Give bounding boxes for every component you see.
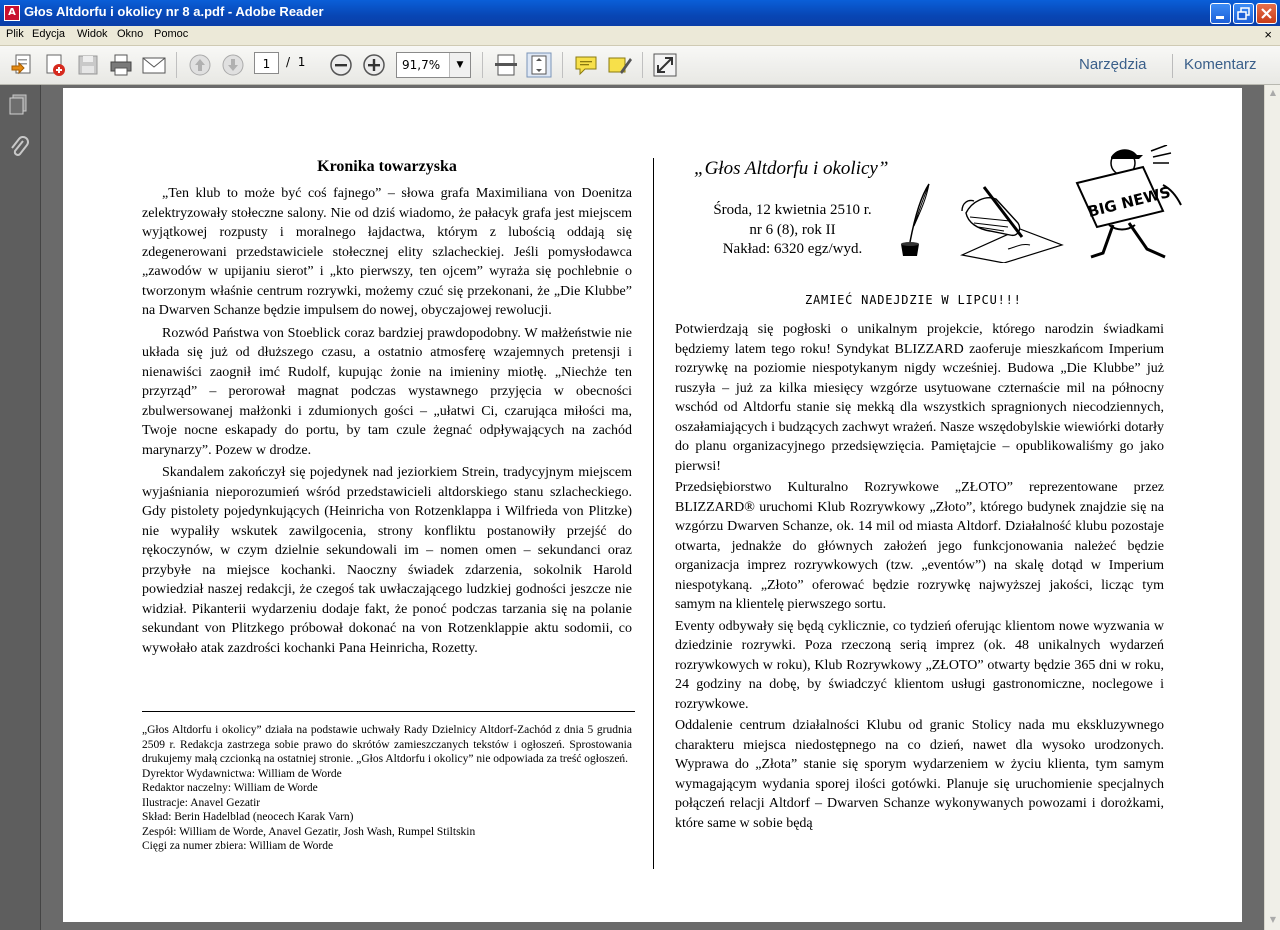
page-count-label xyxy=(286,55,305,69)
menu-window[interactable]: Okno xyxy=(117,28,144,40)
scroll-down-icon[interactable]: ▼ xyxy=(1269,915,1277,924)
article-announcement: ZAMIEĆ NADEJDZIE W LIPCU!!! xyxy=(805,293,1022,307)
credit-line: Skład: Berin Hadelblad (neocech Karak Varn) xyxy=(142,811,354,823)
news-column xyxy=(675,320,1164,835)
title-bar xyxy=(0,0,1280,26)
big-news-boy-illustration xyxy=(1073,145,1188,273)
toolbar-separator xyxy=(1172,54,1173,78)
email-icon[interactable] xyxy=(141,52,167,78)
save-icon[interactable] xyxy=(75,52,101,78)
close-icon xyxy=(1257,4,1276,23)
page-number-input[interactable]: 1 xyxy=(254,52,279,74)
editorial-footnote xyxy=(142,723,632,854)
credit-line: Dyrektor Wydawnictwa: William de Worde xyxy=(142,767,342,780)
zoom-out-icon[interactable] xyxy=(328,52,354,78)
newspaper-title: „Głos Altdorfu i okolicy” xyxy=(694,158,889,179)
scroll-up-icon[interactable]: ▲ xyxy=(1269,88,1277,97)
menu-view[interactable]: Widok xyxy=(77,28,108,40)
news-paragraph: Oddalenie centrum działalności Klubu od granic Stolicy nada mu ekskluzywnego charakteru miejsca niedostępnego na co dzień, nawet dla wysoko urodzonych. Wyprawa do „Złota” stanie się sporym wydarzeniem w życiu klienta, tym samym wymagającym wydania sporej ilości gotówki. Planuje się uruchomienie specjalnych połączeń relacji Altdorf – Dwarven Schanze wykonywanych powozami i dorożkami, które same w sobie będą xyxy=(675,718,1164,831)
issue-number: nr 6 (8), rok II xyxy=(749,221,836,238)
article-paragraph: Skandalem zakończył się pojedynek nad jeziorkiem Strein, tradycyjnym miejscem wyjaśniania nieporozumień wśród przedstawicieli altdorskiego stanu szlacheckiego. Gdy pistolety pojedynkujących (Heinricha von Rotzenklappa i Wilfrieda von Plitzke) nie wypaliły wskutek zawilgocenia, strony konfliktu postanowiły przejść do rękoczynów, w czym dzielnie sekundowali im – nomen omen – sekundanci oraz przybyłe na miejsce kochanki. Naoczny świadek zdarzenia, sokolnik Harold powiedział naszej redakcji, że czegoś tak uwłaczającego ludzkiej godności jeszcze nie widział. Pikanterii wydarzeniu dodaje fakt, że ponoć podczas tarzania się na polanie sekundant von Plitzkego próbował dokonać na von Rotzenklappie aktu sodomii, co wywołało atak zazdrości kochanki Pana Heinricha, Rozetty. xyxy=(142,465,632,656)
sticky-note-icon[interactable] xyxy=(573,52,599,78)
chevron-down-icon[interactable]: ▼ xyxy=(449,53,470,77)
print-icon[interactable] xyxy=(108,52,134,78)
tools-pane-button[interactable]: Narzędzia xyxy=(1079,56,1147,73)
page-thumbnails-icon[interactable] xyxy=(7,93,31,117)
issue-info xyxy=(700,201,885,260)
highlight-text-icon[interactable] xyxy=(606,52,632,78)
create-pdf-icon[interactable] xyxy=(42,52,68,78)
quill-inkwell-illustration xyxy=(895,182,935,258)
article-paragraph: „Ten klub to może być coś fajnego” – słowa grafa Maximiliana von Doenitza zelektryzowały stołeczne salony. Nie od dziś wiadomo, że pałacyk grafa jest miejscem wyjątkowej rozpusty i moralnego łajdactwa, którym z lubością oddają się zdegenerowani przedstawiciele stołecznej elity szlacheckiej. Jeśli pomysłodawca „zawodów w upijaniu sierot” i „kto pierwszy, ten ojcem” wyraża się pochlebnie o tworzonym właśnie centrum rozrywki, możemy czuć się przekonani, że „Die Klubbe” na Dwarven Schanze będzie impulsem do nowej, obyczajowej rewolucji. xyxy=(142,186,632,318)
page-separator: / xyxy=(286,55,291,69)
credit-line: Ilustracje: Anavel Gezatir xyxy=(142,796,261,809)
restore-icon xyxy=(1234,4,1253,23)
scroll-mode-icon[interactable] xyxy=(493,52,519,78)
open-icon[interactable] xyxy=(9,52,35,78)
minimize-icon xyxy=(1211,4,1230,23)
adobe-reader-icon: A xyxy=(4,5,20,21)
issue-date: Środa, 12 kwietnia 2510 r. xyxy=(713,202,872,218)
comment-pane-button[interactable]: Komentarz xyxy=(1184,56,1257,73)
close-button[interactable] xyxy=(1256,3,1277,24)
issue-circulation: Nakład: 6320 egz/wyd. xyxy=(722,241,863,257)
article-paragraph: Rozwód Państwa von Stoeblick coraz bardziej prawdopodobny. W małżeństwie nie układa się już od dłuższego czasu, a ostatnio atmosferę wzajemnych pretensji i nienawiści zaognił imć Rudolf, kupując żonie na imieniny miotłę. „Niechże ten przyrząd” – perorował magnat podczas wystawnego przyjęcia w obecności zbulwersowanej małżonki i zdumionych gości – „ułatwi Ci, czarująca miłości ma, Twoje nocne eskapady do portu, by tam czule żegnać odpływających na zachód marynarzy”. Pozew w drodze. xyxy=(142,325,632,458)
zoom-level-select[interactable] xyxy=(396,52,471,78)
credit-line: Cięgi za numer zbiera: William de Worde xyxy=(142,840,334,852)
zoom-value: 91,7% xyxy=(402,58,441,72)
column-divider xyxy=(653,158,654,869)
footnote-divider xyxy=(142,711,635,712)
maximize-button[interactable] xyxy=(1233,3,1254,24)
big-news-text: BIG NEWS xyxy=(1085,183,1173,221)
fit-page-icon[interactable] xyxy=(526,52,552,78)
menu-file[interactable]: Plik xyxy=(6,28,24,40)
window-title: Głos Altdorfu i okolicy nr 8 a.pdf - Adobe Reader xyxy=(24,4,324,19)
toolbar-separator xyxy=(642,52,643,78)
previous-page-icon[interactable] xyxy=(187,52,213,78)
attachments-icon[interactable] xyxy=(7,135,31,161)
toolbar-separator xyxy=(176,52,177,78)
menu-edit[interactable]: Edycja xyxy=(32,28,66,40)
toolbar-separator xyxy=(562,52,563,78)
next-page-icon[interactable] xyxy=(220,52,246,78)
navigation-pane xyxy=(0,85,41,930)
page-total: 1 xyxy=(297,55,306,69)
toolbar-separator xyxy=(482,52,483,78)
news-paragraph: Przedsiębiorstwo Kulturalno Rozrywkowe „ZŁOTO” reprezentowane przez BLIZZARD® uruchomi Klub Rozrywkowy „Złoto”, którego budynek znajdzie się na wzgórzu Dwarven Schanze, ok. 14 mil od miasta Altdorf. Działalność klubu pozostaje otwarta, jednakże do głównych założeń jego funkcjonowania należeć będzie organizacja imprez rozrywkowych (tzw. „eventów”) na skalę dotąd w Imperium niespotykaną. „Złoto” oferować będzie rozrywkę najwyższej jakości, licząc tym samym na klientelę pierwszego sortu. xyxy=(675,480,1164,612)
vertical-scrollbar[interactable] xyxy=(1264,85,1280,930)
writing-hand-illustration xyxy=(960,183,1065,263)
minimize-button[interactable] xyxy=(1210,3,1231,24)
society-chronicle-column xyxy=(142,158,632,661)
publication-notice: „Głos Altdorfu i okolicy” działa na podstawie uchwały Rady Dzielnicy Altdorf-Zachód z dnia 5 grudnia 2509 r. Redakcja zastrzega sobie prawo do skrótów zamieszczanych tekstów i ogłoszeń. Sprostowania drukujemy małą czcionką na ostatniej stronie. „Głos Altdorfu i okolicy” nie odpowiada za treść ogłoszeń. xyxy=(142,724,632,765)
credit-line: Zespół: William de Worde, Anavel Gezatir, Josh Wash, Rumpel Stiltskin xyxy=(142,825,476,838)
document-close-button[interactable]: × xyxy=(1264,27,1272,42)
full-screen-icon[interactable] xyxy=(652,52,678,78)
menu-bar xyxy=(0,26,1280,46)
zoom-in-icon[interactable] xyxy=(361,52,387,78)
credit-line: Redaktor naczelny: William de Worde xyxy=(142,782,318,794)
news-paragraph: Eventy odbywały się będą cyklicznie, co tydzień oferując klientom nowe wyzwania w dziedzinie rozrywki. Poza rzeczoną serią imprez (ok. 48 unikalnych wydarzeń rozrywkowych w roku), Klub Rozrywkowy „ZŁOTO” otwarty będzie 365 dni w roku, 24 godziny na dobę, by świadczyć klientom usługi gastronomiczne, noclegowe i rozrywkowe. xyxy=(675,618,1164,712)
menu-help[interactable]: Pomoc xyxy=(154,28,189,40)
news-paragraph: Potwierdzają się pogłoski o unikalnym projekcie, którego narodzin świadkami będziemy latem tego roku! Syndykat BLIZZARD zaoferuje mieszkańcom Imperium rozrywkę na poziomie niespotykanym nigdy wcześniej. Budowa „Die Klubbe” już ruszyła – już za kilka miesięcy wzgórze usytuowane czternaście mil na północny wschód od Altdorfu stanie się mekką dla wszystkich spragnionych niecodziennych, oszałamiających i budzących zachwyt wrażeń. Nasze wszędobylskie wiewiórki dotarły do planu organizacyjnego przedsięwzięcia. Pamiętajcie – opublikowaliśmy go jako pierwsi! xyxy=(675,322,1164,474)
article-heading: Kronika towarzyska xyxy=(317,158,457,175)
